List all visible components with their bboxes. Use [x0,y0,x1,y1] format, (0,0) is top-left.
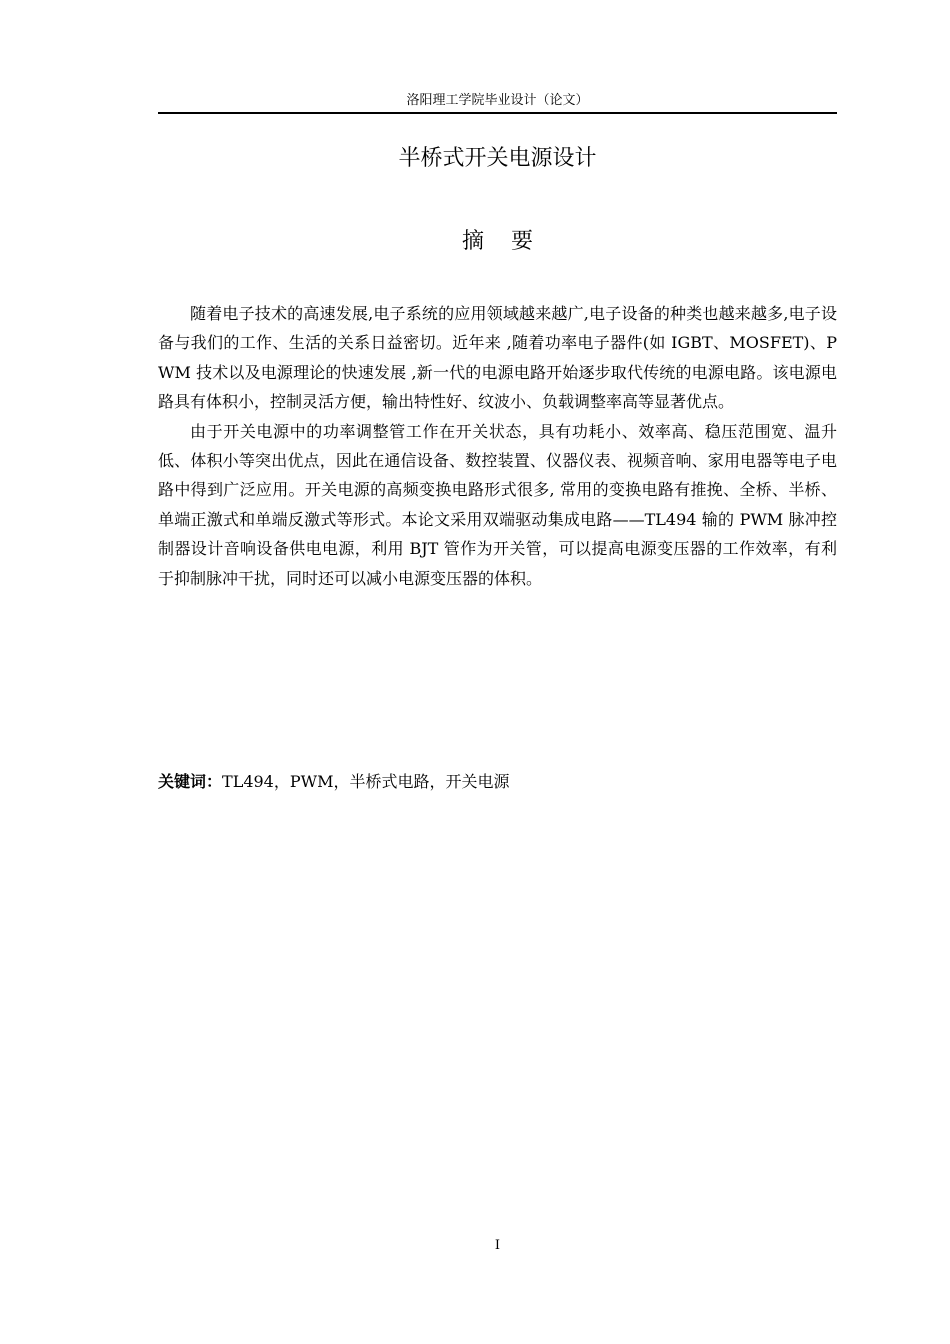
abstract-heading: 摘 要 [462,229,543,254]
keywords-label: 关键词： [158,772,223,791]
abstract-body [158,299,837,593]
abstract-paragraph: 由于开关电源中的功率调整管工作在开关状态，具有功耗小、效率高、稳压范围宽、温升低、体积小等突出优点，因此在通信设备、数控装置、仪器仪表、视频音响、家用电器等电子电路中得到广泛应用。开关电源的高频变换电路形式很多, 常用的变换电路有推挽、全桥、半桥、单端正激式和单端反激式等形式。本论文采用双端驱动集成电路——TL494 输的 PWM 脉冲控制器设计音响设备供电电源，利用 BJT 管作为开关管，可以提高电源变压器的工作效率，有利于抑制脉冲干扰，同时还可以减小电源变压器的体积。 [158,421,837,588]
document-title: 半桥式开关电源设计 [398,146,597,171]
page-number: I [494,1238,501,1253]
page-header: 洛阳理工学院毕业设计（论文） [406,93,589,108]
keywords-line [158,768,837,796]
header-rule [158,112,837,114]
abstract-paragraph: 随着电子技术的高速发展,电子系统的应用领域越来越广,电子设备的种类也越来越多,电子设备与我们的工作、生活的关系日益密切。近年来 ,随着功率电子器件(如 IGBT、MOSFET)、PWM 技术以及电源理论的快速发展 ,新一代的电源电路开始逐步取代传统的电源电路。该电源电路具有体积小，控制灵活方便，输出特性好、纹波小、负载调整率高等显著优点。 [158,304,837,412]
keywords-value: TL494，PWM，半桥式电路，开关电源 [222,772,510,791]
